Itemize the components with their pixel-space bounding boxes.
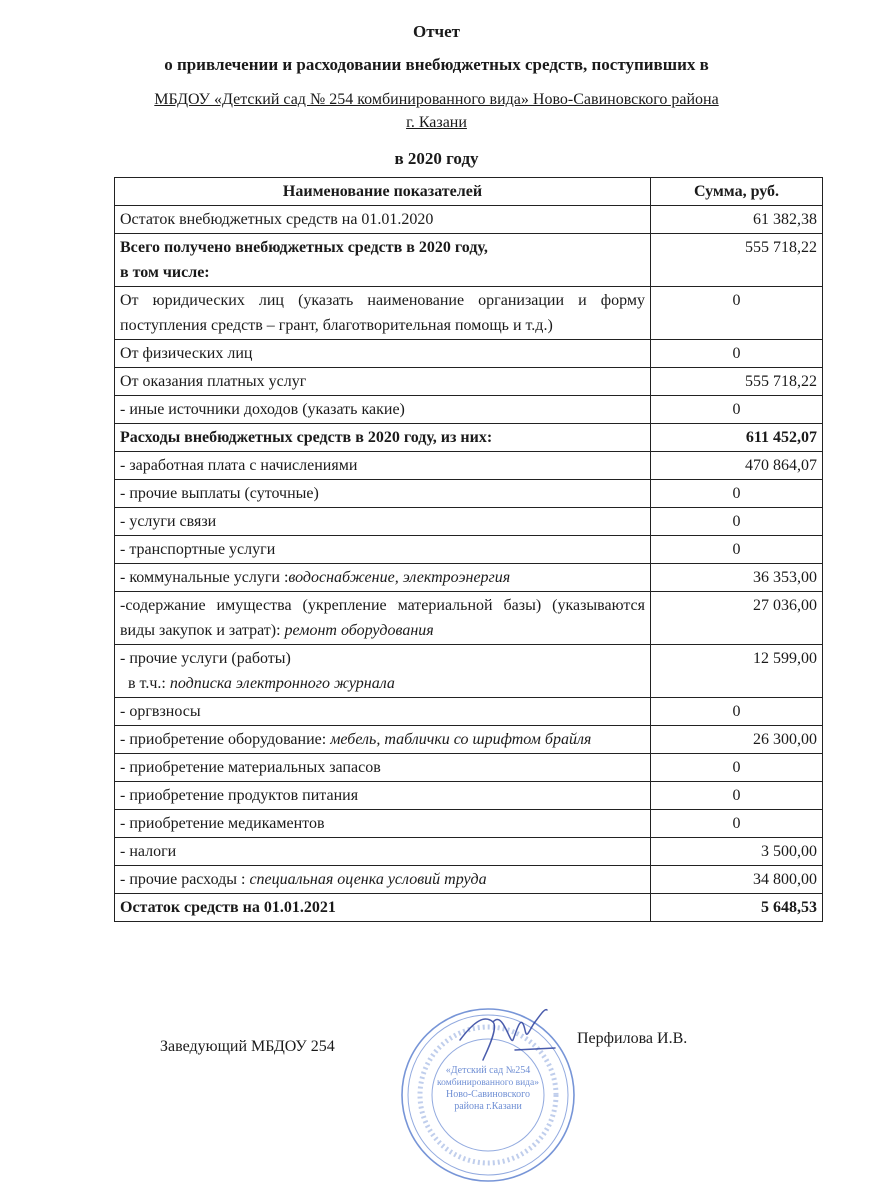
table-row [115, 424, 823, 452]
row-sum: 0 [651, 480, 823, 508]
row-name: - прочие выплаты (суточные) [115, 480, 651, 508]
organization-name: МБДОУ «Детский сад № 254 комбинированного вида» Ново-Савиновского района [154, 91, 719, 108]
row-name: От физических лиц [115, 340, 651, 368]
row-name-detail: специальная оценка условий труда [249, 871, 487, 888]
report-year: в 2020 году [394, 149, 479, 168]
table-row [115, 726, 823, 754]
row-sum: 0 [651, 396, 823, 424]
row-sum: 5 648,53 [651, 894, 823, 922]
row-sum: 26 300,00 [651, 726, 823, 754]
row-name-line: - прочие услуги (работы) [120, 650, 291, 667]
table-row [115, 536, 823, 564]
row-name: - приобретение медикаментов [115, 810, 651, 838]
row-name: - приобретение материальных запасов [115, 754, 651, 782]
row-name [115, 645, 651, 698]
column-header-name: Наименование показателей [115, 178, 651, 206]
table-row [115, 564, 823, 592]
row-name: Остаток внебюджетных средств на 01.01.2020 [115, 206, 651, 234]
row-name-line: в т.ч.: [128, 675, 166, 692]
report-table [114, 177, 823, 922]
row-name-line: в том числе: [120, 264, 210, 281]
row-sum: 0 [651, 782, 823, 810]
row-sum: 0 [651, 536, 823, 564]
table-row [115, 368, 823, 396]
row-name: Остаток средств на 01.01.2021 [115, 894, 651, 922]
table-row [115, 206, 823, 234]
row-name: - услуги связи [115, 508, 651, 536]
row-name: От оказания платных услуг [115, 368, 651, 396]
signer-position: Заведующий МБДОУ 254 [160, 1038, 335, 1055]
row-sum: 0 [651, 287, 823, 340]
table-row [115, 234, 823, 287]
row-name: - заработная плата с начислениями [115, 452, 651, 480]
report-title: Отчет [412, 22, 461, 41]
row-name [115, 234, 651, 287]
table-row [115, 782, 823, 810]
table-row [115, 396, 823, 424]
table-row [115, 287, 823, 340]
handwritten-signature [455, 1000, 565, 1070]
row-name-text: -содержание имущества (укрепление материальной базы) (указываются виды закупок и затрат): [120, 597, 645, 639]
row-sum: 27 036,00 [651, 592, 823, 645]
row-sum: 36 353,00 [651, 564, 823, 592]
row-sum: 34 800,00 [651, 866, 823, 894]
row-name: - приобретение продуктов питания [115, 782, 651, 810]
stamp-text: «Детский сад №254 [445, 1065, 531, 1076]
row-sum: 470 864,07 [651, 452, 823, 480]
row-name [115, 866, 651, 894]
table-row [115, 698, 823, 726]
table-row [115, 810, 823, 838]
column-header-sum: Сумма, руб. [651, 178, 823, 206]
row-sum: 0 [651, 340, 823, 368]
row-name-detail: ремонт оборудования [284, 622, 434, 639]
row-sum: 0 [651, 698, 823, 726]
table-row [115, 592, 823, 645]
row-sum: 12 599,00 [651, 645, 823, 698]
row-name [115, 592, 651, 645]
table-row [115, 894, 823, 922]
row-name: Расходы внебюджетных средств в 2020 году, из них: [115, 424, 651, 452]
row-sum: 0 [651, 508, 823, 536]
row-sum: 61 382,38 [651, 206, 823, 234]
table-row [115, 645, 823, 698]
row-name: От юридических лиц (указать наименование организации и форму поступления средств – грант, благотворительная помощь и т.д.) [115, 287, 651, 340]
row-sum: 0 [651, 754, 823, 782]
row-name-line: Всего получено внебюджетных средств в 2020 году, [120, 239, 488, 256]
row-name-detail: мебель, таблички со шрифтом брайля [330, 731, 592, 748]
table-row [115, 452, 823, 480]
row-name: - иные источники доходов (указать какие) [115, 396, 651, 424]
organization-city: г. Казани [406, 114, 467, 131]
row-name: - оргвзносы [115, 698, 651, 726]
row-sum: 611 452,07 [651, 424, 823, 452]
signer-name: Перфилова И.В. [577, 1030, 688, 1047]
row-name: - транспортные услуги [115, 536, 651, 564]
row-name-detail: подписка электронного журнала [169, 675, 395, 692]
table-row [115, 754, 823, 782]
row-name-text: - коммунальные услуги : [120, 569, 289, 586]
row-name: - налоги [115, 838, 651, 866]
row-sum: 0 [651, 810, 823, 838]
table-row [115, 838, 823, 866]
row-sum: 555 718,22 [651, 368, 823, 396]
stamp-text: комбинированного вида» [437, 1078, 539, 1088]
table-row [115, 480, 823, 508]
table-row [115, 508, 823, 536]
table-row [115, 340, 823, 368]
table-header-row [115, 178, 823, 206]
table-row [115, 866, 823, 894]
report-subtitle: о привлечении и расходовании внебюджетных средств, поступивших в [164, 55, 709, 74]
stamp-text: района г.Казани [454, 1101, 522, 1112]
row-name-text: - приобретение оборудование: [120, 731, 327, 748]
row-sum: 3 500,00 [651, 838, 823, 866]
row-sum: 555 718,22 [651, 234, 823, 287]
row-name [115, 726, 651, 754]
row-name-detail: водоснабжение, электроэнергия [288, 569, 511, 586]
row-name [115, 564, 651, 592]
stamp-text: Ново-Савиновского [445, 1089, 531, 1100]
row-name-text: - прочие расходы : [120, 871, 246, 888]
